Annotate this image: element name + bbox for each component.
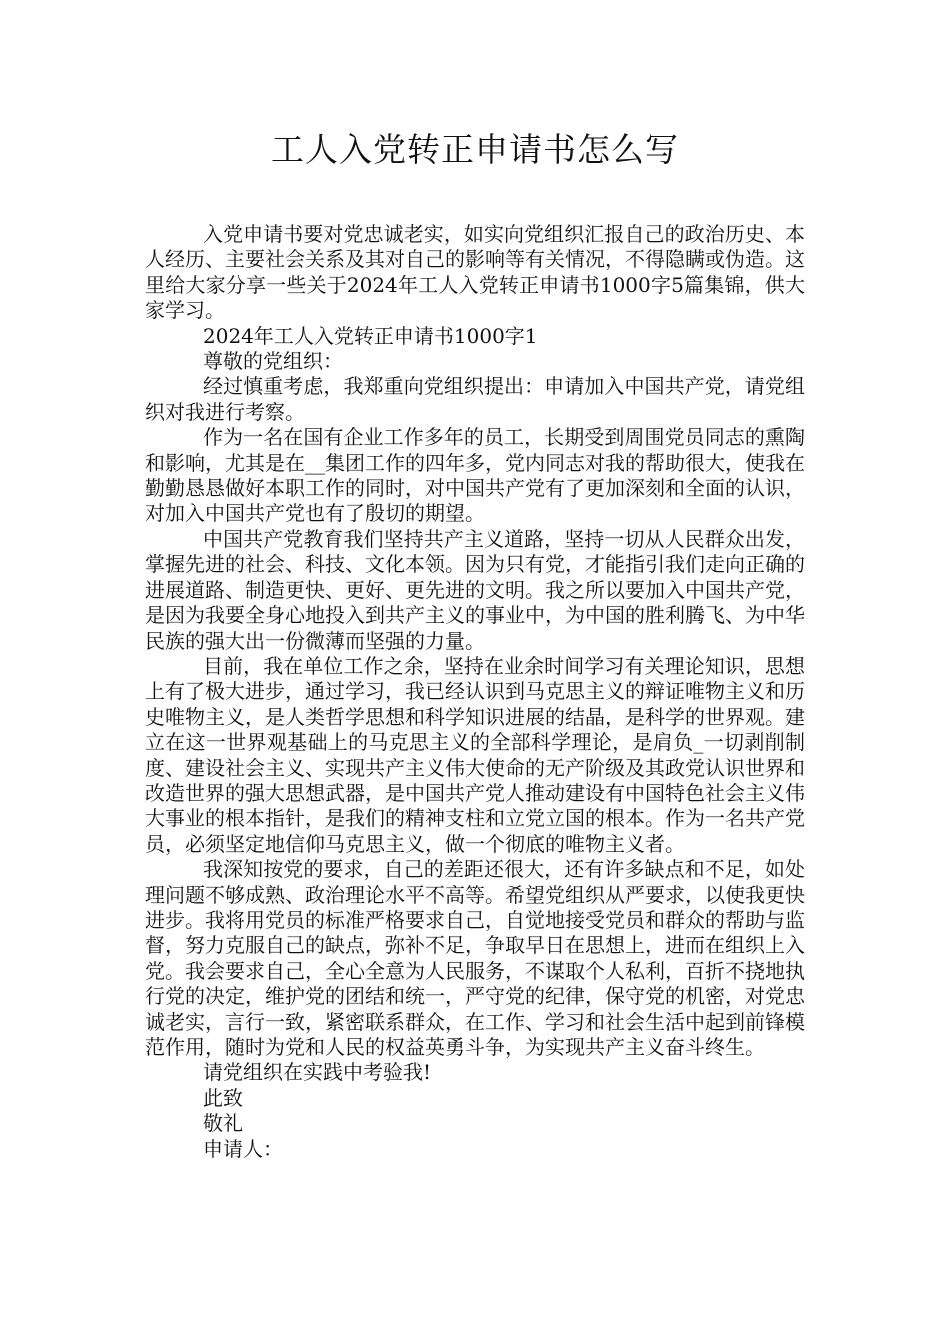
- intro-paragraph: 入党申请书要对党忠诚老实，如实向党组织汇报自己的政治历史、本人经历、主要社会关系及其对自己的影响等有关情况，不得隐瞒或伪造。这里给大家分享一些关于2024年工人入党转正申请书1000字5篇集锦，供大家学习。: [145, 222, 805, 323]
- closing-salute-line-2: 敬礼: [203, 1111, 243, 1136]
- body-paragraph: 中国共产党教育我们坚持共产主义道路，坚持一切从人民群众出发，掌握先进的社会、科技、文化本领。因为只有党，才能指引我们走向正确的进展道路、制造更快、更好、更先进的文明。我之所以要加入中国共产党，是因为我要全身心地投入到共产主义的事业中，为中国的胜利腾飞、为中华民族的强大出一份微薄而坚强的力量。: [145, 526, 805, 653]
- body-paragraph: 目前，我在单位工作之余，坚持在业余时间学习有关理论知识，思想上有了极大进步，通过学习，我已经认识到马克思主义的辩证唯物主义和历史唯物主义，是人类哲学思想和科学知识进展的结晶，是科学的世界观。建立在这一世界观基础上的马克思主义的全部科学理论，是肩负_一切剥削制度、建设社会主义、实现共产主义伟大使命的无产阶级及其政党认识世界和改造世界的强大思想武器，是中国共产党人推动建设有中国特色社会主义伟大事业的根本指针，是我们的精神支柱和立党立国的根本。作为一名共产党员，必须坚定地信仰马克思主义，做一个彻底的唯物主义者。: [145, 653, 805, 856]
- body-paragraph: 我深知按党的要求，自己的差距还很大，还有许多缺点和不足，如处理问题不够成熟、政治理论水平不高等。希望党组织从严要求，以使我更快进步。我将用党员的标准严格要求自己，自觉地接受党员和群众的帮助与监督，努力克服自己的缺点，弥补不足，争取早日在思想上，进而在组织上入党。我会要求自己，全心全意为人民服务，不谋取个人私利，百折不挠地执行党的决定，维护党的团结和统一，严守党的纪律，保守党的机密，对党忠诚老实，言行一致，紧密联系群众，在工作、学习和社会生活中起到前锋模范作用，随时为党和人民的权益英勇斗争，为实现共产主义奋斗终生。: [145, 857, 805, 1059]
- section-heading: 2024年工人入党转正申请书1000字1: [203, 323, 538, 348]
- signature-line: 申请人：: [203, 1136, 283, 1161]
- document-title: 工人入党转正申请书怎么写: [271, 130, 679, 169]
- closing-request: 请党组织在实践中考验我!: [203, 1060, 432, 1085]
- closing-salute-line-1: 此致: [203, 1085, 243, 1110]
- salutation: 尊敬的党组织：: [203, 349, 343, 374]
- body-paragraph: 经过慎重考虑，我郑重向党组织提出：申请加入中国共产党，请党组织对我进行考察。: [145, 374, 805, 424]
- document-body: [145, 222, 805, 1162]
- body-paragraph: 作为一名在国有企业工作多年的员工，长期受到周围党员同志的熏陶和影响，尤其是在__集团工作的四年多，党内同志对我的帮助很大，使我在勤勤恳恳做好本职工作的同时，对中国共产党有了更加深刻和全面的认识，对加入中国共产党也有了殷切的期望。: [145, 425, 805, 526]
